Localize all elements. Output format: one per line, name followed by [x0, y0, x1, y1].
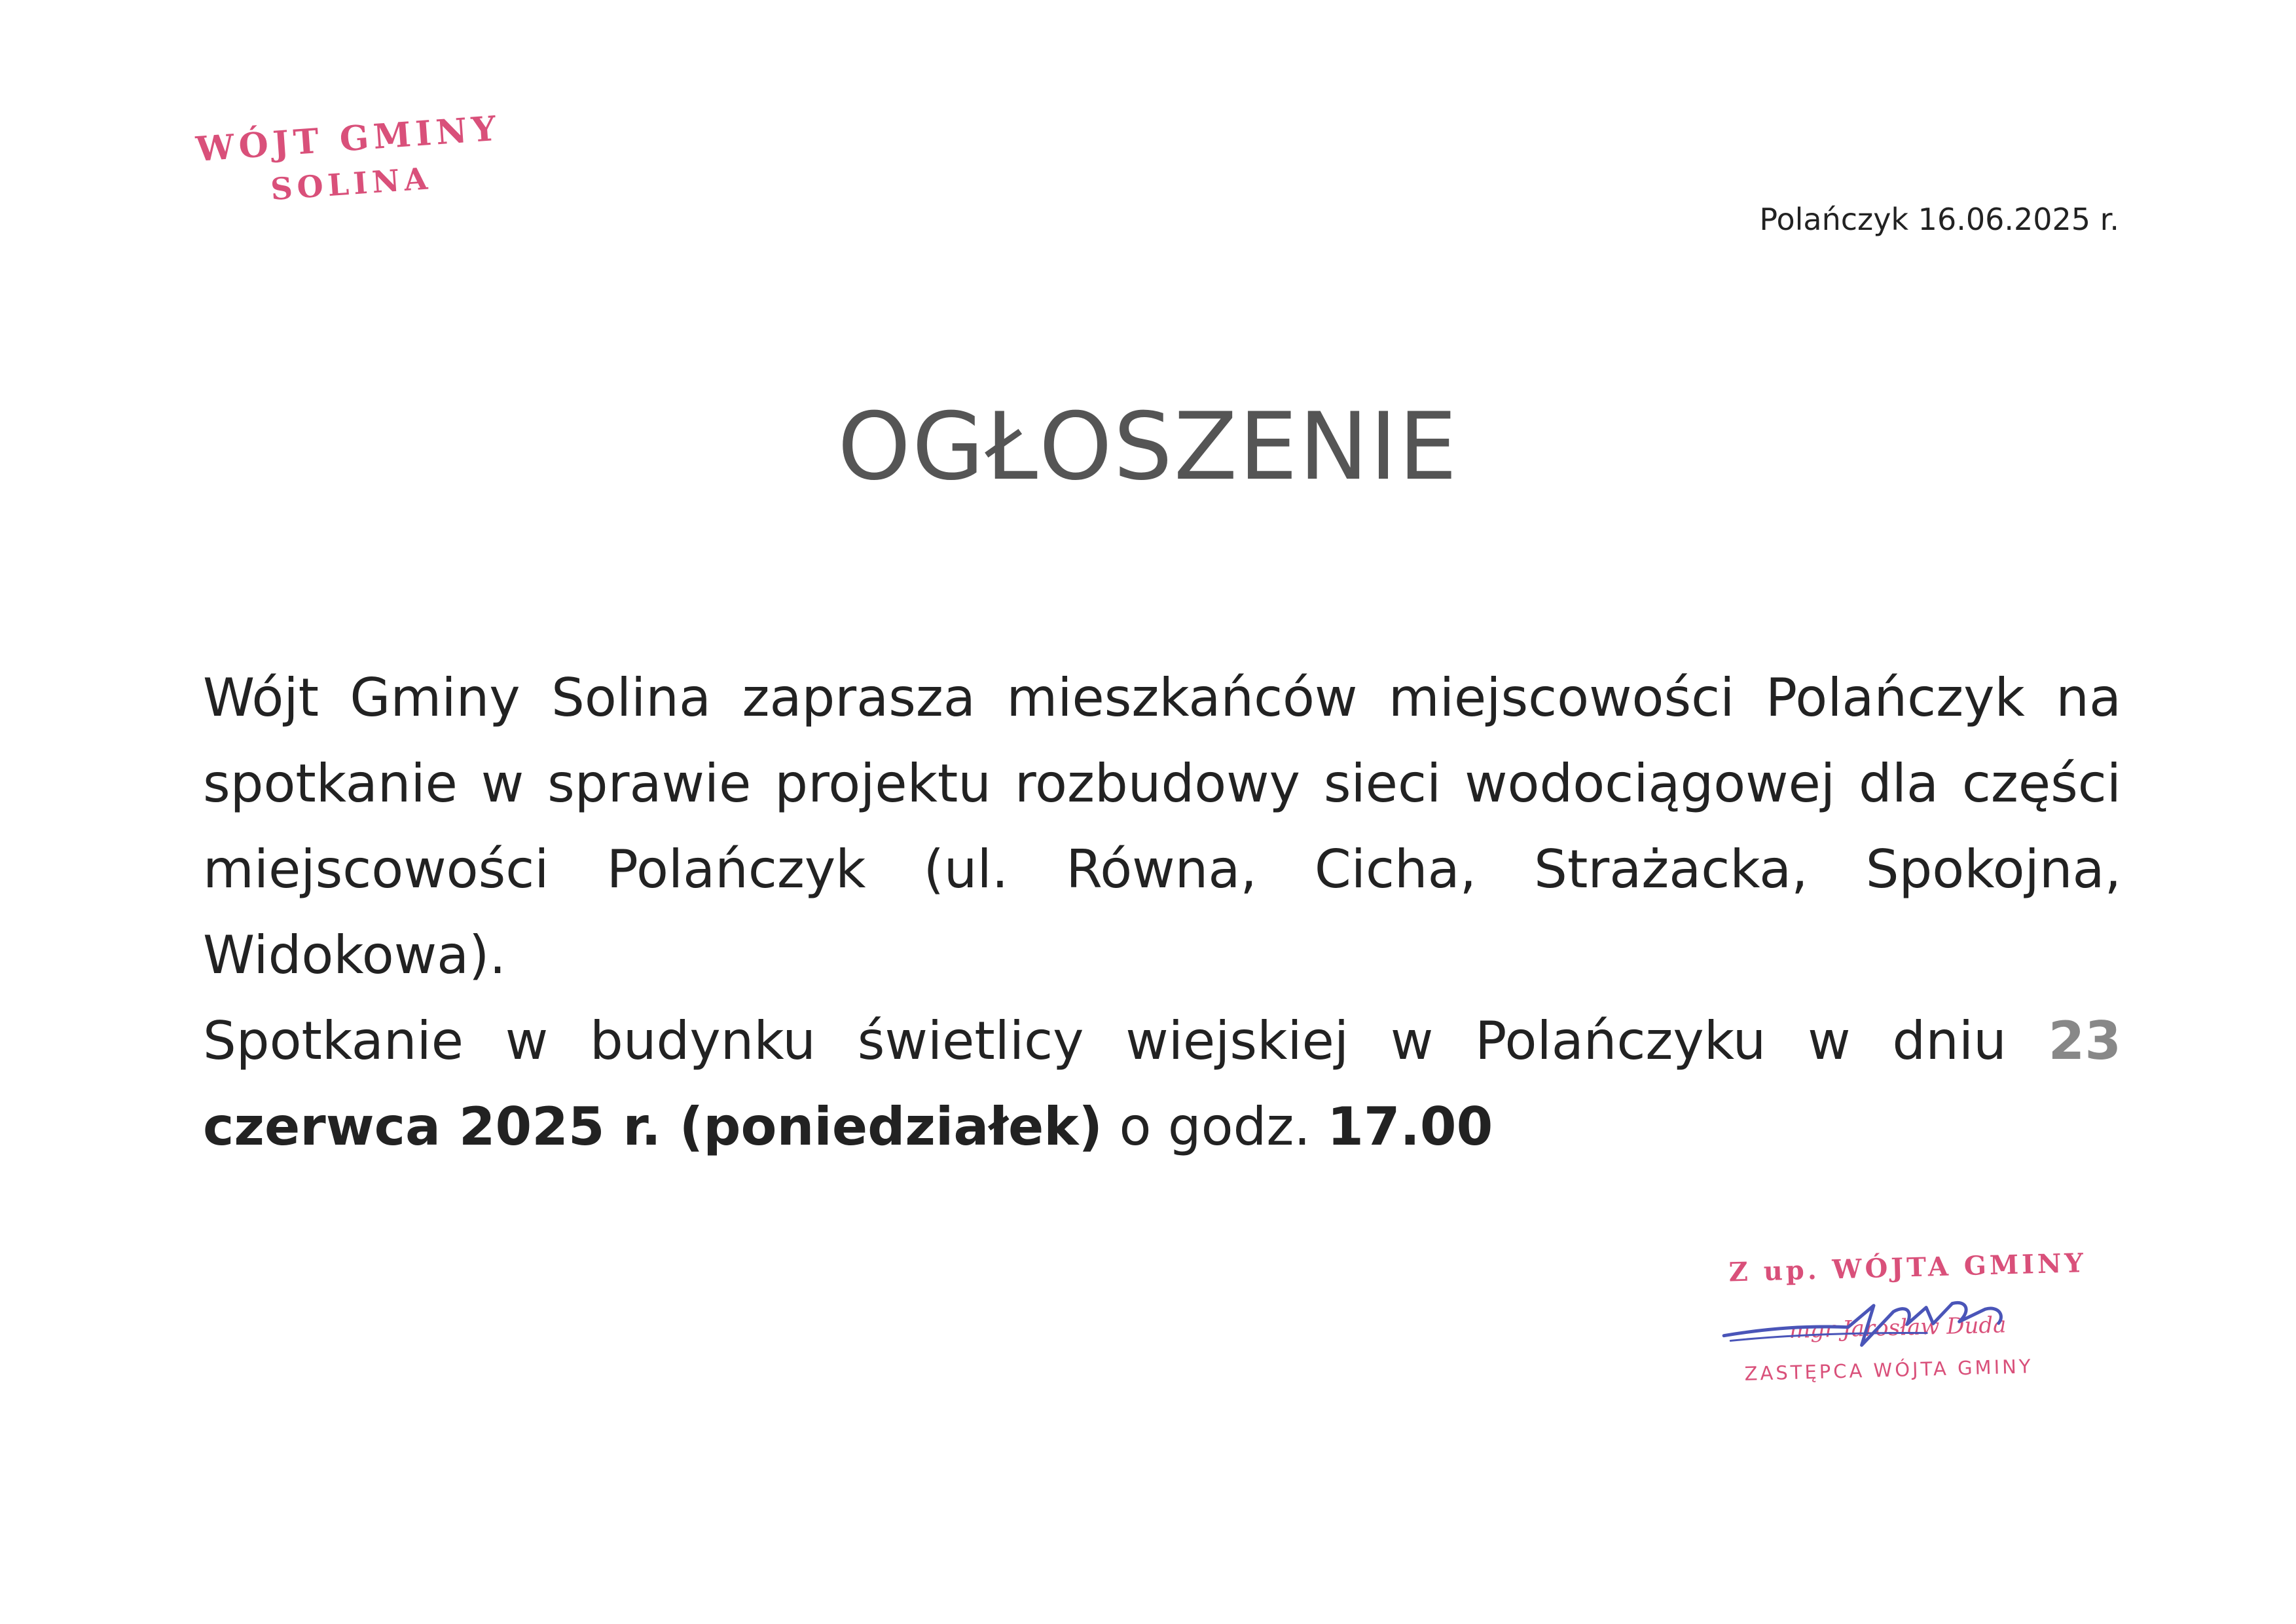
stamp-line-1: WÓJT GMINY — [194, 108, 502, 170]
announcement-body — [203, 655, 2121, 1170]
body-paragraph-2 — [203, 998, 2121, 1170]
stamp-wojt-gminy — [177, 104, 524, 246]
meeting-day: 23 — [2048, 1010, 2121, 1071]
stamp-role: ZASTĘPCA WÓJTA GMINY — [1744, 1355, 2033, 1385]
stamp-name: mgr Jarosław Duda — [1789, 1312, 2007, 1344]
signature-icon — [1716, 1281, 2058, 1369]
meeting-location: Spotkanie w budynku świetlicy wiejskiej w Polańczyku w dniu — [203, 1010, 2007, 1071]
stamp-line-2: SOLINA — [269, 160, 433, 208]
stamp-zastepca-wojta — [1715, 1247, 2113, 1428]
document-title: OGŁOSZENIE — [837, 393, 1459, 501]
meeting-time-prefix: o godz. — [1102, 1096, 1328, 1157]
stamp-zup-line: Z up. WÓJTA GMINY — [1728, 1247, 2087, 1288]
document-date: Polańczyk 16.06.2025 r. — [1759, 202, 2119, 237]
meeting-date: czerwca 2025 r. (poniedziałek) — [203, 1096, 1103, 1157]
body-paragraph-1: Wójt Gminy Solina zaprasza mieszkańców miejscowości Polańczyk na spotkanie w sprawie projektu rozbudowy sieci wodociągowej dla części miejscowości Polańczyk (ul. Równa, Cicha, Strażacka, Spokojna, Widokowa). — [203, 667, 2121, 986]
meeting-time: 17.00 — [1327, 1096, 1493, 1157]
